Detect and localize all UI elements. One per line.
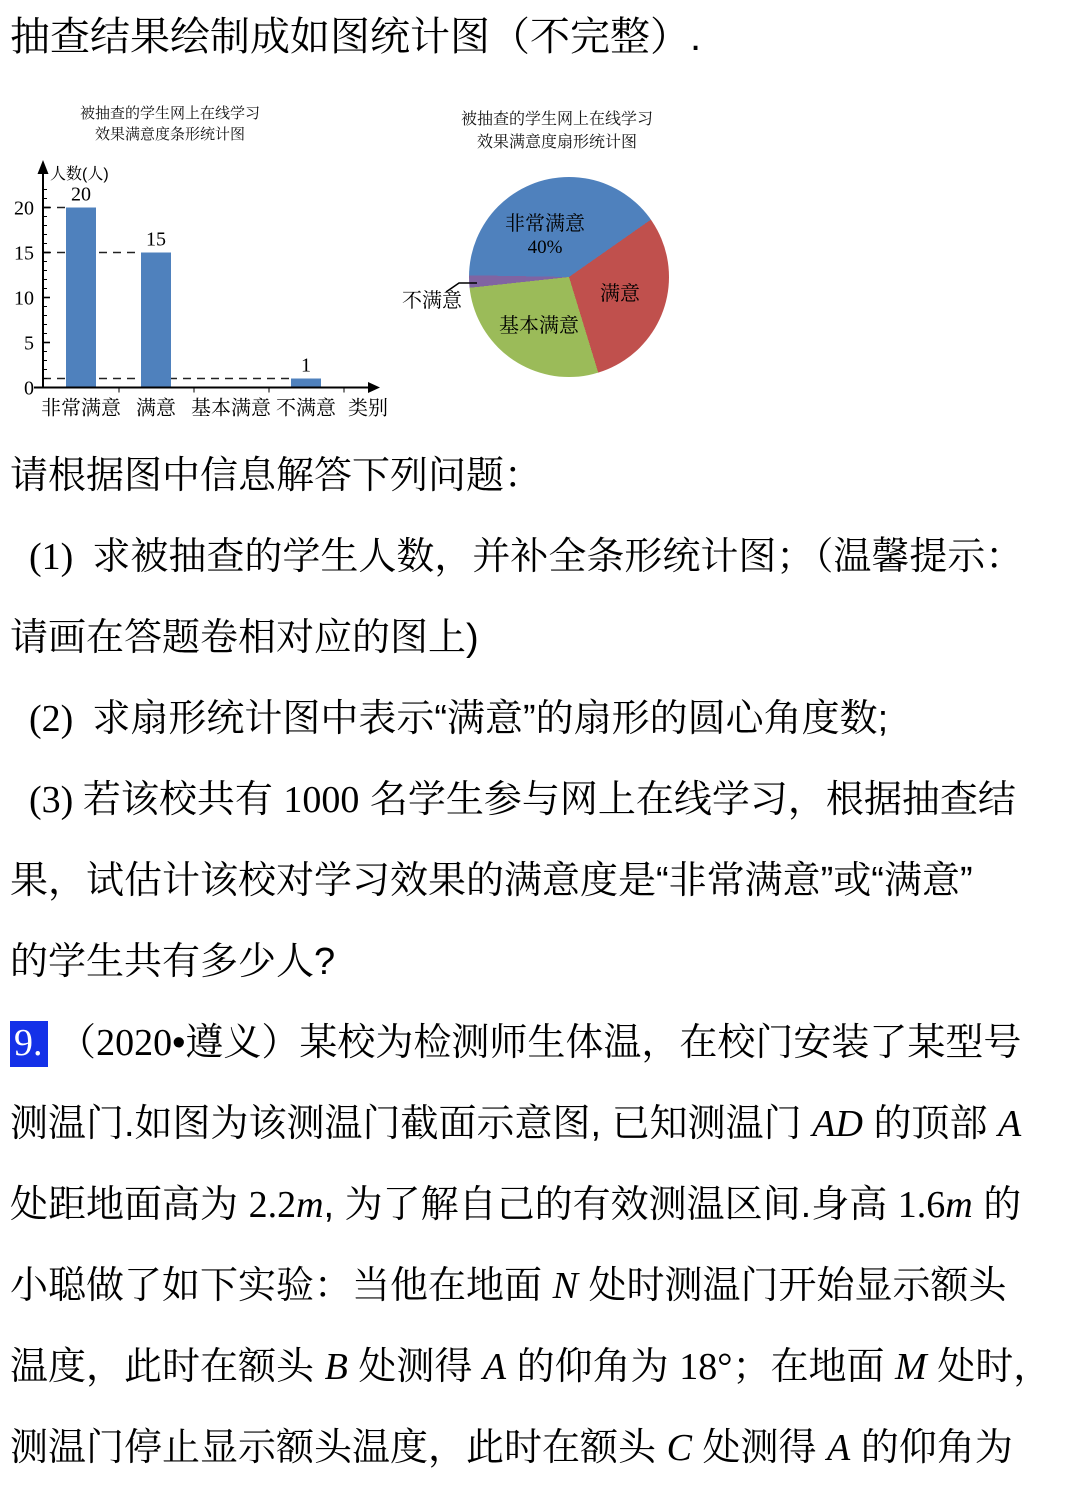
unsatisfied-leader-line <box>440 276 482 298</box>
leader-polyline <box>446 283 477 292</box>
pie-label-satisfied: 满意 <box>600 283 640 305</box>
x-category-label: 满意 <box>136 397 176 420</box>
bar <box>291 379 321 388</box>
text-segment: AD <box>812 1103 863 1145</box>
text-line <box>10 517 1074 598</box>
text-line <box>10 1246 1074 1327</box>
text-line <box>10 598 1074 679</box>
text-segment: A <box>482 1346 507 1388</box>
bar-chart-title-line2: 效果满意度条形统计图 <box>94 126 245 143</box>
text-segment: 若该校共有 <box>82 779 284 821</box>
text-line <box>10 760 1074 841</box>
text-segment: 请画在答题卷相对应的图上) <box>10 617 479 659</box>
y-axis-title: 人数(人) <box>50 166 109 183</box>
text-segment: 处时， <box>926 1346 1052 1388</box>
pie-label-very-satisfied <box>495 213 595 259</box>
text-line <box>10 1165 1074 1246</box>
document-body <box>10 436 1074 1489</box>
text-segment: 处测得 <box>691 1427 828 1469</box>
text-segment: 处测得 <box>347 1346 483 1388</box>
question-number-highlight: 9. <box>10 1021 48 1067</box>
text-segment: 小聪做了如下实验：当他在地面 <box>10 1265 553 1307</box>
text-line <box>10 679 1074 760</box>
text-segment: 处时测温门开始显示额头 <box>577 1265 1007 1307</box>
text-segment: , 为了解自己的有效测温区间.身高 <box>323 1184 898 1226</box>
text-segment: B <box>324 1346 348 1388</box>
bar-value-label: 15 <box>146 228 166 251</box>
text-segment: m <box>296 1184 324 1226</box>
text-segment: 名学生参与网上在线学习，根据抽查结 <box>359 779 1016 821</box>
y-axis-arrow <box>38 160 49 174</box>
x-axis-arrow <box>368 382 380 393</box>
y-tick-label: 10 <box>14 287 34 310</box>
pie-chart-title-line1: 被抽查的学生网上在线学习 <box>460 111 653 128</box>
text-line <box>10 436 1074 517</box>
text-segment: (2) <box>10 698 93 740</box>
text-segment: M <box>895 1346 927 1388</box>
text-segment: (1) <box>10 536 93 578</box>
text-segment: 的 <box>972 1184 1022 1226</box>
text-segment: C <box>666 1427 692 1469</box>
text-line <box>10 0 1074 77</box>
text-segment: 2020 <box>96 1022 173 1064</box>
bar-value-label: 1 <box>301 354 311 377</box>
text-segment: 求扇形统计图中表示“满意”的扇形的圆心角度数; <box>92 698 889 740</box>
y-tick-label: 0 <box>24 377 34 400</box>
text-segment: 果，试估计该校对学习效果的满意度是“非常满意”或“满意” <box>10 860 973 902</box>
text-segment: m <box>945 1184 973 1226</box>
x-axis-title: 类别 <box>348 397 388 420</box>
pie-graphic <box>469 177 669 377</box>
bar <box>141 253 171 388</box>
text-segment: 温度，此时在额头 <box>10 1346 325 1388</box>
text-segment: 处距地面高为 <box>10 1184 249 1226</box>
text-segment: 请根据图中信息解答下列问题： <box>10 455 543 497</box>
y-tick-label: 15 <box>14 242 34 265</box>
text-segment: 的仰角为 <box>506 1346 680 1388</box>
text-line <box>10 1408 1074 1489</box>
text-segment: 求被抽查的学生人数，并补全条形统计图；（温馨提示： <box>92 536 1024 578</box>
intro-text <box>10 0 1074 77</box>
bar-chart-plot <box>0 100 400 445</box>
x-category-label: 不满意 <box>276 397 336 420</box>
text-segment: 1.6 <box>897 1184 946 1226</box>
text-segment: A <box>998 1103 1022 1145</box>
text-segment: (3) <box>10 779 83 821</box>
x-category-label: 非常满意 <box>41 397 121 420</box>
text-segment: 1000 <box>283 779 360 821</box>
pie-chart-title <box>447 108 667 154</box>
bar-chart-title-line1: 被抽查的学生网上在线学习 <box>79 105 260 122</box>
text-segment: 抽查结果绘制成如图统计图（不完整）. <box>10 15 702 59</box>
text-segment: 测温门.如图为该测温门截面示意图, 已知测温门 <box>10 1103 813 1145</box>
pie-label-very-satisfied-text: 非常满意 <box>505 213 585 235</box>
text-line <box>10 922 1074 1003</box>
text-segment: 的顶部 <box>862 1103 999 1145</box>
text-line <box>10 841 1074 922</box>
text-segment: ；在地面 <box>732 1346 896 1388</box>
y-tick-label: 20 <box>14 197 34 220</box>
text-line <box>10 1327 1074 1408</box>
pie-label-basically-satisfied: 基本满意 <box>499 315 579 337</box>
pie-label-very-satisfied-pct: 40% <box>527 237 563 258</box>
y-tick-label: 5 <box>24 332 34 355</box>
text-segment: 的学生共有多少人? <box>10 941 336 983</box>
x-category-label: 基本满意 <box>191 397 271 420</box>
charts-figure <box>0 100 1080 445</box>
text-segment: 18° <box>679 1346 733 1388</box>
text-segment: 测温门停止显示额头温度，此时在额头 <box>10 1427 667 1469</box>
text-line <box>10 1003 1074 1084</box>
text-line <box>10 1084 1074 1165</box>
text-segment: A <box>827 1427 851 1469</box>
bar-value-label: 20 <box>71 183 91 206</box>
text-segment: 2.2 <box>248 1184 297 1226</box>
text-segment: N <box>552 1265 578 1307</box>
pie-chart-title-line2: 效果满意度扇形统计图 <box>476 134 637 151</box>
text-segment: 的仰角为 <box>850 1427 1013 1469</box>
pie-label-unsatisfied: 不满意 <box>402 290 462 312</box>
text-segment: （ <box>47 1022 97 1064</box>
text-segment: •遵义）某校为检测师生体温，在校门安装了某型号 <box>172 1022 1022 1064</box>
bar <box>66 208 96 388</box>
